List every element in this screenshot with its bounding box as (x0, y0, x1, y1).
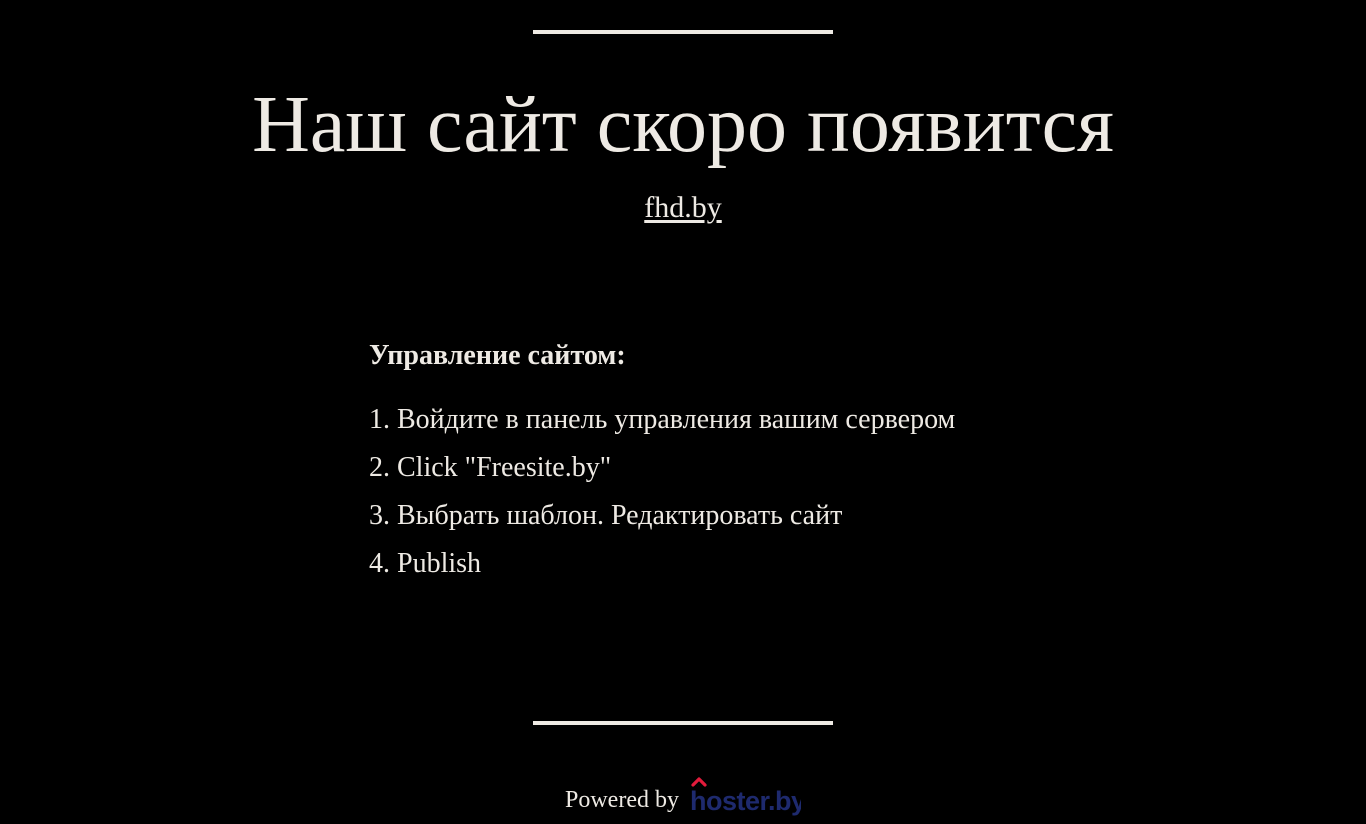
step-item: 2. Click "Freesite.by" (369, 452, 612, 483)
hoster-by-logo[interactable] (689, 776, 801, 820)
hoster-by-logo-graphic (689, 776, 801, 820)
step-item: 3. Выбрать шаблон. Редактировать сайт (369, 500, 843, 531)
site-management-heading: Управление сайтом: (369, 340, 626, 371)
logo-wordmark: hoster.by (689, 786, 801, 816)
page-title: Наш сайт скоро появится (252, 81, 1114, 169)
bottom-divider (533, 721, 833, 725)
roof-chevron-icon (693, 779, 705, 785)
steps-list (369, 396, 1089, 588)
powered-by-label: Powered by (565, 786, 679, 813)
site-management-section (369, 338, 1089, 588)
step-item: 4. Publish (369, 548, 482, 579)
domain-link[interactable]: fhd.by (644, 191, 722, 224)
footer (0, 776, 1366, 820)
top-divider (533, 30, 833, 34)
step-item: 1. Войдите в панель управления вашим сервером (369, 404, 956, 435)
domain-link-wrapper (0, 190, 1366, 226)
